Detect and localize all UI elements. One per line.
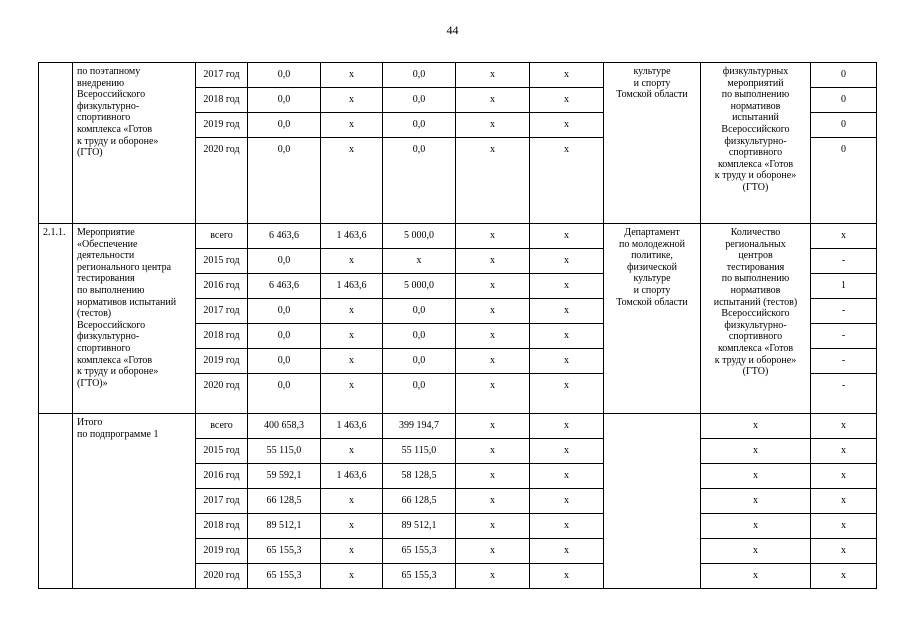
total-cell: 400 658,3 xyxy=(248,414,321,439)
table-row xyxy=(39,224,877,249)
total-cell: 0,0 xyxy=(248,249,321,274)
regional-cell: 65 155,3 xyxy=(383,539,456,564)
other-cell: x xyxy=(530,63,604,88)
target-value-cell: 0 xyxy=(811,88,877,113)
target-value-cell: x xyxy=(811,439,877,464)
other-cell: x xyxy=(530,224,604,249)
year-cell: 2015 год xyxy=(196,249,248,274)
target-value-cell: x xyxy=(811,414,877,439)
local-cell: x xyxy=(456,514,530,539)
other-cell: x xyxy=(530,249,604,274)
federal-cell: x xyxy=(321,63,383,88)
regional-cell: x xyxy=(383,249,456,274)
target-value-cell: 1 xyxy=(811,274,877,299)
total-cell: 6 463,6 xyxy=(248,274,321,299)
other-cell: x xyxy=(530,349,604,374)
year-cell: 2020 год xyxy=(196,564,248,589)
indicator-cell: физкультурных мероприятий по выполнению нормативов испытаний Всероссийского физкультурно- спортивного комплекса «Готов к труду и обороне» (ГТО) xyxy=(701,63,811,224)
regional-cell: 55 115,0 xyxy=(383,439,456,464)
total-cell: 89 512,1 xyxy=(248,514,321,539)
total-cell: 0,0 xyxy=(248,349,321,374)
year-cell: 2017 год xyxy=(196,299,248,324)
indicator-cell: x xyxy=(701,489,811,514)
other-cell: x xyxy=(530,113,604,138)
page-number: 44 xyxy=(446,23,459,37)
other-cell: x xyxy=(530,464,604,489)
year-cell: 2016 год xyxy=(196,274,248,299)
local-cell: x xyxy=(456,113,530,138)
regional-cell: 0,0 xyxy=(383,349,456,374)
measure-name-cell: по поэтапному внедрению Всероссийского физкультурно- спортивного комплекса «Готов к труду и обороне» (ГТО) xyxy=(73,63,196,224)
federal-cell: x xyxy=(321,299,383,324)
federal-cell: x xyxy=(321,249,383,274)
federal-cell: x xyxy=(321,349,383,374)
year-cell: 2018 год xyxy=(196,88,248,113)
target-value-cell: 0 xyxy=(811,63,877,88)
total-cell: 0,0 xyxy=(248,138,321,224)
total-cell: 6 463,6 xyxy=(248,224,321,249)
local-cell: x xyxy=(456,138,530,224)
federal-cell: x xyxy=(321,439,383,464)
federal-cell: 1 463,6 xyxy=(321,464,383,489)
target-value-cell: x xyxy=(811,564,877,589)
other-cell: x xyxy=(530,88,604,113)
local-cell: x xyxy=(456,374,530,414)
indicator-cell: Количество региональных центров тестирования по выполнению нормативов испытаний (тестов) Всероссийского физкультурно- спортивного комплекса «Готов к труду и обороне» (ГТО) xyxy=(701,224,811,414)
other-cell: x xyxy=(530,514,604,539)
year-cell: 2018 год xyxy=(196,514,248,539)
other-cell: x xyxy=(530,274,604,299)
regional-cell: 58 128,5 xyxy=(383,464,456,489)
subtotal-name-cell: Итого по подпрограмме 1 xyxy=(73,414,196,589)
total-cell: 0,0 xyxy=(248,299,321,324)
federal-cell: x xyxy=(321,514,383,539)
local-cell: x xyxy=(456,224,530,249)
regional-cell: 5 000,0 xyxy=(383,224,456,249)
other-cell: x xyxy=(530,539,604,564)
year-cell: 2019 год xyxy=(196,113,248,138)
responsible-org-cell xyxy=(604,414,701,589)
regional-cell: 399 194,7 xyxy=(383,414,456,439)
total-cell: 0,0 xyxy=(248,88,321,113)
local-cell: x xyxy=(456,349,530,374)
measure-name-cell: Мероприятие «Обеспечение деятельности регионального центра тестирования по выполнению нормативов испытаний (тестов) Всероссийского физкультурно- спортивного комплекса «Готов к труду и обороне» (ГТО)» xyxy=(73,224,196,414)
federal-cell: x xyxy=(321,324,383,349)
regional-cell: 0,0 xyxy=(383,374,456,414)
other-cell: x xyxy=(530,138,604,224)
indicator-cell: x xyxy=(701,414,811,439)
year-cell: 2019 год xyxy=(196,349,248,374)
local-cell: x xyxy=(456,324,530,349)
year-cell: 2020 год xyxy=(196,138,248,224)
federal-cell: 1 463,6 xyxy=(321,224,383,249)
year-cell: 2017 год xyxy=(196,63,248,88)
budget-table xyxy=(38,62,877,589)
local-cell: x xyxy=(456,489,530,514)
federal-cell: x xyxy=(321,564,383,589)
total-cell: 0,0 xyxy=(248,63,321,88)
target-value-cell: - xyxy=(811,299,877,324)
table-row xyxy=(39,63,877,88)
year-cell: 2018 год xyxy=(196,324,248,349)
indicator-cell: x xyxy=(701,564,811,589)
regional-cell: 0,0 xyxy=(383,63,456,88)
responsible-org-cell: культуре и спорту Томской области xyxy=(604,63,701,224)
target-value-cell: x xyxy=(811,464,877,489)
indicator-cell: x xyxy=(701,464,811,489)
federal-cell: x xyxy=(321,374,383,414)
local-cell: x xyxy=(456,88,530,113)
target-value-cell: - xyxy=(811,324,877,349)
federal-cell: x xyxy=(321,489,383,514)
table-row xyxy=(39,414,877,439)
target-value-cell: x xyxy=(811,539,877,564)
local-cell: x xyxy=(456,414,530,439)
total-cell: 0,0 xyxy=(248,113,321,138)
year-cell: всего xyxy=(196,414,248,439)
total-cell: 65 155,3 xyxy=(248,539,321,564)
row-number-cell xyxy=(39,414,73,589)
target-value-cell: x xyxy=(811,514,877,539)
regional-cell: 5 000,0 xyxy=(383,274,456,299)
regional-cell: 0,0 xyxy=(383,138,456,224)
local-cell: x xyxy=(456,299,530,324)
local-cell: x xyxy=(456,63,530,88)
year-cell: 2020 год xyxy=(196,374,248,414)
regional-cell: 65 155,3 xyxy=(383,564,456,589)
regional-cell: 0,0 xyxy=(383,88,456,113)
regional-cell: 0,0 xyxy=(383,299,456,324)
year-cell: 2017 год xyxy=(196,489,248,514)
total-cell: 65 155,3 xyxy=(248,564,321,589)
local-cell: x xyxy=(456,249,530,274)
total-cell: 0,0 xyxy=(248,324,321,349)
regional-cell: 0,0 xyxy=(383,324,456,349)
local-cell: x xyxy=(456,564,530,589)
target-value-cell: - xyxy=(811,349,877,374)
other-cell: x xyxy=(530,489,604,514)
local-cell: x xyxy=(456,464,530,489)
local-cell: x xyxy=(456,539,530,564)
local-cell: x xyxy=(456,274,530,299)
federal-cell: x xyxy=(321,539,383,564)
target-value-cell: 0 xyxy=(811,138,877,224)
row-number-cell xyxy=(39,63,73,224)
row-number-cell: 2.1.1. xyxy=(39,224,73,414)
other-cell: x xyxy=(530,299,604,324)
target-value-cell: x xyxy=(811,489,877,514)
total-cell: 66 128,5 xyxy=(248,489,321,514)
total-cell: 59 592,1 xyxy=(248,464,321,489)
other-cell: x xyxy=(530,324,604,349)
indicator-cell: x xyxy=(701,514,811,539)
target-value-cell: 0 xyxy=(811,113,877,138)
responsible-org-cell: Департамент по молодежной политике, физической культуре и спорту Томской области xyxy=(604,224,701,414)
local-cell: x xyxy=(456,439,530,464)
other-cell: x xyxy=(530,564,604,589)
target-value-cell: x xyxy=(811,224,877,249)
federal-cell: x xyxy=(321,88,383,113)
year-cell: 2016 год xyxy=(196,464,248,489)
year-cell: 2019 год xyxy=(196,539,248,564)
indicator-cell: x xyxy=(701,539,811,564)
federal-cell: x xyxy=(321,138,383,224)
regional-cell: 0,0 xyxy=(383,113,456,138)
year-cell: 2015 год xyxy=(196,439,248,464)
regional-cell: 66 128,5 xyxy=(383,489,456,514)
other-cell: x xyxy=(530,414,604,439)
federal-cell: x xyxy=(321,113,383,138)
target-value-cell: - xyxy=(811,249,877,274)
federal-cell: 1 463,6 xyxy=(321,414,383,439)
year-cell: всего xyxy=(196,224,248,249)
federal-cell: 1 463,6 xyxy=(321,274,383,299)
target-value-cell: - xyxy=(811,374,877,414)
other-cell: x xyxy=(530,439,604,464)
total-cell: 55 115,0 xyxy=(248,439,321,464)
indicator-cell: x xyxy=(701,439,811,464)
total-cell: 0,0 xyxy=(248,374,321,414)
other-cell: x xyxy=(530,374,604,414)
regional-cell: 89 512,1 xyxy=(383,514,456,539)
